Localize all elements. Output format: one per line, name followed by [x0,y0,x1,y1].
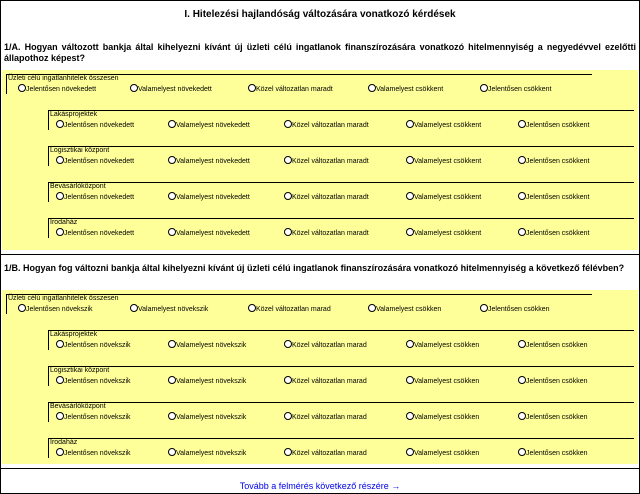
radio-button[interactable] [56,340,64,348]
group-title: Irodaház [50,439,78,446]
q1-lakas-option-2[interactable]: Valamelyest növekedett [168,120,250,130]
q2-group-lakasprojektek [48,330,634,352]
group-divider [48,218,634,219]
group-divider [48,366,49,386]
q1-bevasarlo-option-1[interactable]: Jelentősen növekedett [56,192,134,202]
q1-group-total [6,74,592,96]
q1-total-option-2[interactable]: Valamelyest növekedett [130,84,212,94]
group-divider [48,402,49,422]
radio-button[interactable] [368,304,376,312]
q1-logisztikai-option-2[interactable]: Valamelyest növekedett [168,156,250,166]
radio-button[interactable] [518,340,526,348]
radio-button[interactable] [480,84,488,92]
radio-button[interactable] [518,412,526,420]
page-title: I. Hitelezési hajlandóság változására vonatkozó kérdések [184,9,456,20]
radio-button[interactable] [518,448,526,456]
radio-button[interactable] [18,304,26,312]
radio-button[interactable] [56,120,64,128]
radio-button[interactable] [284,192,292,200]
group-divider [6,294,7,314]
radio-button[interactable] [248,304,256,312]
radio-button[interactable] [56,228,64,236]
q2-bevasarlo-option-2[interactable]: Valamelyest növekszik [168,412,246,422]
radio-button[interactable] [130,84,138,92]
q2-logisztikai-option-1[interactable]: Jelentősen növekszik [56,376,131,386]
radio-button[interactable] [284,340,292,348]
q2-iroda-option-1[interactable]: Jelentősen növekszik [56,448,131,458]
q2-lakas-option-5[interactable]: Jelentősen csökken [518,340,587,350]
radio-button[interactable] [56,156,64,164]
group-divider [48,218,49,238]
radio-button[interactable] [168,340,176,348]
q2-lakas-option-2[interactable]: Valamelyest növekszik [168,340,246,350]
radio-button[interactable] [168,192,176,200]
q2-lakas-option-3[interactable]: Közel változatlan marad [284,340,367,350]
group-divider [48,182,49,202]
radio-button[interactable] [56,412,64,420]
q1-logisztikai-option-4[interactable]: Valamelyest csökkent [406,156,481,166]
q1-bevasarlo-option-5[interactable]: Jelentősen csökkent [518,192,589,202]
radio-button[interactable] [248,84,256,92]
radio-button[interactable] [406,376,414,384]
q1-iroda-option-1[interactable]: Jelentősen növekedett [56,228,134,238]
radio-button[interactable] [168,448,176,456]
q1-group-lakasprojektek [48,110,634,132]
q2-panel [2,290,638,464]
radio-button[interactable] [406,412,414,420]
radio-button[interactable] [130,304,138,312]
radio-button[interactable] [284,448,292,456]
group-divider [48,110,49,130]
q2-group-bevasarlokozpont [48,402,634,424]
q2-logisztikai-option-2[interactable]: Valamelyest növekszik [168,376,246,386]
q1-logisztikai-option-3[interactable]: Közel változatlan maradt [284,156,369,166]
q2-bevasarlo-option-3[interactable]: Közel változatlan marad [284,412,367,422]
q2-group-total [6,294,592,316]
q1-total-option-3[interactable]: Közel változatlan maradt [248,84,333,94]
q1-lakas-option-4[interactable]: Valamelyest csökkent [406,120,481,130]
q1-logisztikai-option-5[interactable]: Jelentősen csökkent [518,156,589,166]
q2-iroda-option-2[interactable]: Valamelyest növekszik [168,448,246,458]
q1-iroda-option-5[interactable]: Jelentősen csökkent [518,228,589,238]
group-title: Üzleti célú ingatlanhitelek összesen [8,75,119,82]
q2-bevasarlo-option-1[interactable]: Jelentősen növekszik [56,412,131,422]
q2-lakas-option-4[interactable]: Valamelyest csökken [406,340,479,350]
q2-logisztikai-option-5[interactable]: Jelentősen csökken [518,376,587,386]
q2-lakas-option-1[interactable]: Jelentősen növekszik [56,340,131,350]
group-divider [48,438,49,458]
radio-button[interactable] [168,376,176,384]
radio-button[interactable] [518,120,526,128]
q2-group-irodahaz [48,438,634,460]
q1-group-bevasarlokozpont [48,182,634,204]
q1-panel [2,70,638,250]
radio-button[interactable] [56,376,64,384]
radio-button[interactable] [406,120,414,128]
q1-group-logisztikai [48,146,634,168]
radio-button[interactable] [406,192,414,200]
radio-button[interactable] [406,156,414,164]
radio-button[interactable] [284,120,292,128]
question-1a: 1/A. Hogyan változott bankja által kihelyezni kívánt új üzleti célú ingatlanok finanszírozására vonatkozó hitelmennyiség a negyedévvel ezelőtti állapothoz képest? [4,42,636,63]
radio-button[interactable] [406,448,414,456]
q2-bevasarlo-option-5[interactable]: Jelentősen csökken [518,412,587,422]
q1-logisztikai-option-1[interactable]: Jelentősen növekedett [56,156,134,166]
radio-button[interactable] [368,84,376,92]
q1-iroda-option-3[interactable]: Közel változatlan maradt [284,228,369,238]
q2-logisztikai-option-3[interactable]: Közel változatlan marad [284,376,367,386]
radio-button[interactable] [168,120,176,128]
group-divider [48,330,49,350]
q2-total-option-5[interactable]: Jelentősen csökken [480,304,549,314]
q1-total-option-4[interactable]: Valamelyest csökkent [368,84,443,94]
radio-button[interactable] [406,228,414,236]
group-title: Logisztikai központ [50,147,110,154]
q2-group-logisztikai [48,366,634,388]
q1-bevasarlo-option-4[interactable]: Valamelyest csökkent [406,192,481,202]
radio-button[interactable] [18,84,26,92]
radio-button[interactable] [518,192,526,200]
section-divider [0,468,640,469]
q2-iroda-option-4[interactable]: Valamelyest csökken [406,448,479,458]
q1-iroda-option-4[interactable]: Valamelyest csökkent [406,228,481,238]
radio-button[interactable] [518,156,526,164]
radio-button[interactable] [284,228,292,236]
group-divider [6,74,7,94]
group-divider [48,366,634,367]
group-title: Bevásárlóközpont [50,183,106,190]
q2-bevasarlo-option-4[interactable]: Valamelyest csökken [406,412,479,422]
radio-button[interactable] [284,156,292,164]
q1-group-irodahaz [48,218,634,240]
radio-button[interactable] [284,412,292,420]
q1-bevasarlo-option-2[interactable]: Valamelyest növekedett [168,192,250,202]
q1-bevasarlo-option-3[interactable]: Közel változatlan maradt [284,192,369,202]
q2-total-option-4[interactable]: Valamelyest csökken [368,304,441,314]
q1-total-option-5[interactable]: Jelentősen csökkent [480,84,551,94]
radio-button[interactable] [56,448,64,456]
group-title: Logisztikai központ [50,367,110,374]
q2-logisztikai-option-4[interactable]: Valamelyest csökken [406,376,479,386]
radio-button[interactable] [406,340,414,348]
q2-total-option-2[interactable]: Valamelyest növekszik [130,304,208,314]
radio-button[interactable] [168,228,176,236]
radio-button[interactable] [56,192,64,200]
group-divider [48,182,634,183]
group-divider [48,402,634,403]
group-title: Üzleti célú ingatlanhitelek összesen [8,295,119,302]
radio-button[interactable] [480,304,488,312]
q1-lakas-option-5[interactable]: Jelentősen csökkent [518,120,589,130]
q1-iroda-option-2[interactable]: Valamelyest növekedett [168,228,250,238]
group-title: Lakásprojektek [50,111,98,118]
radio-button[interactable] [284,376,292,384]
group-divider [48,110,634,111]
q2-iroda-option-5[interactable]: Jelentősen csökken [518,448,587,458]
q1-lakas-option-1[interactable]: Jelentősen növekedett [56,120,134,130]
group-divider [48,146,49,166]
group-title: Lakásprojektek [50,331,98,338]
group-title: Bevásárlóközpont [50,403,106,410]
q1-lakas-option-3[interactable]: Közel változatlan maradt [284,120,369,130]
q1-total-option-1[interactable]: Jelentősen növekedett [18,84,96,94]
q2-total-option-1[interactable]: Jelentősen növekszik [18,304,93,314]
q2-total-option-3[interactable]: Közel változatlan marad [248,304,331,314]
radio-button[interactable] [518,228,526,236]
question-1b: 1/B. Hogyan fog változni bankja által kihelyezni kívánt új üzleti célú ingatlanok finanszírozására vonatkozó hitelmennyiség a következő félévben? [4,263,625,273]
section-divider [0,254,640,255]
radio-button[interactable] [168,412,176,420]
group-divider [48,330,634,331]
group-divider [48,146,634,147]
radio-button[interactable] [518,376,526,384]
next-section-link[interactable]: Tovább a felmérés következő részére → [239,481,401,491]
group-divider [48,438,634,439]
group-title: Irodaház [50,219,78,226]
radio-button[interactable] [168,156,176,164]
q2-iroda-option-3[interactable]: Közel változatlan marad [284,448,367,458]
